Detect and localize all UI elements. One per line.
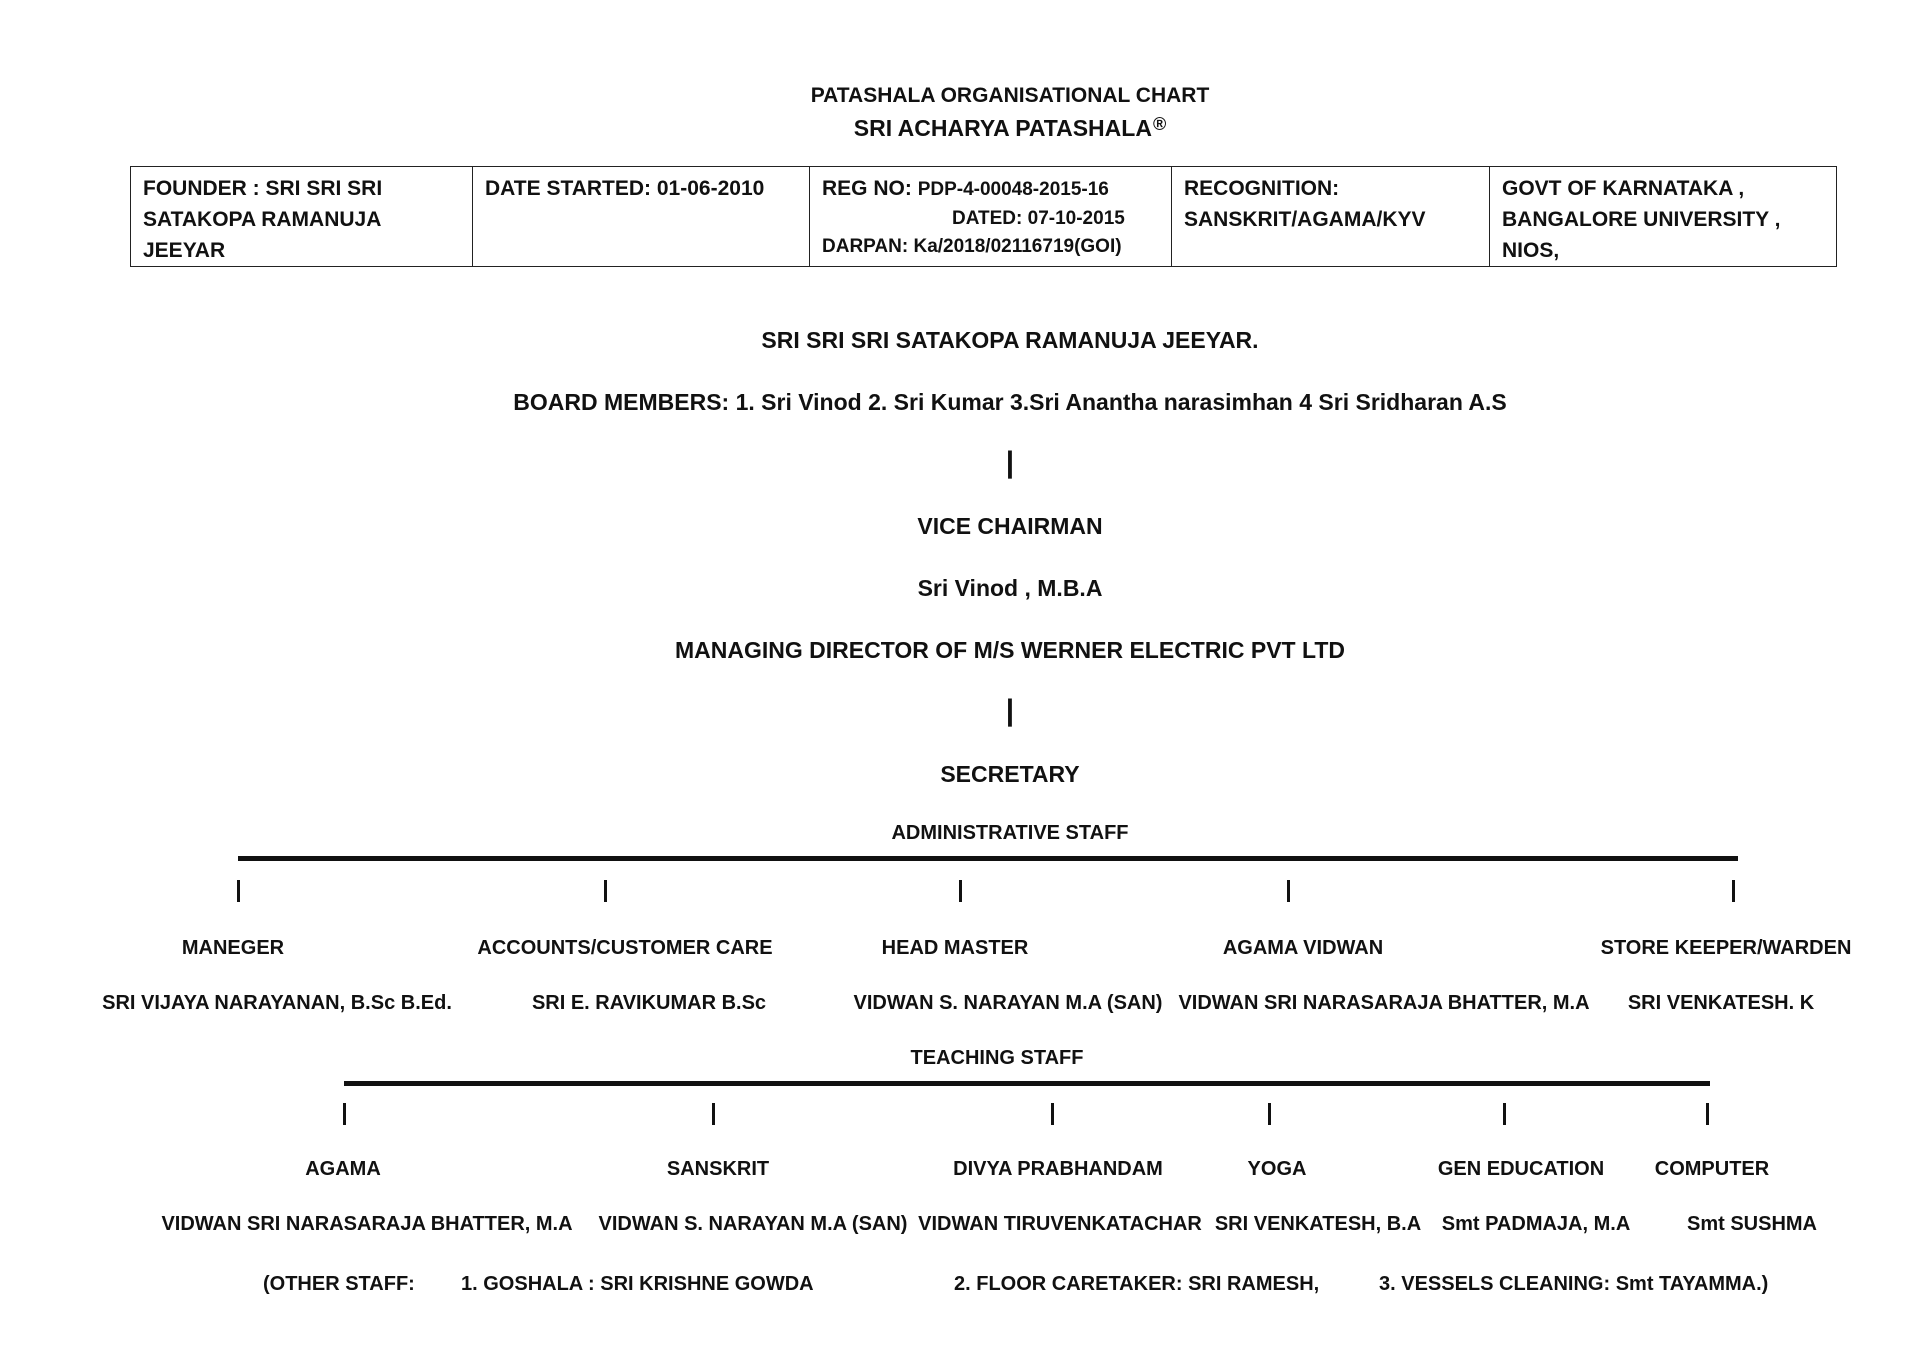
teaching-role: GEN EDUCATION (1437, 1158, 1605, 1180)
other-staff-item: 3. VESSELS CLEANING: Smt TAYAMMA.) (1379, 1273, 1769, 1295)
admin-role: AGAMA VIDWAN (1222, 937, 1384, 959)
admin-role: HEAD MASTER (881, 937, 1029, 959)
teaching-role: COMPUTER (1654, 1158, 1770, 1180)
teaching-tick (1268, 1103, 1271, 1125)
reg-dated: DATED: 07-10-2015 (952, 208, 1125, 229)
teaching-role: SANSKRIT (666, 1158, 770, 1180)
reg-no: PDP-4-00048-2015-16 (917, 179, 1109, 200)
admin-branch-line (238, 856, 1738, 861)
admin-tick (959, 880, 962, 902)
darpan: DARPAN: Ka/2018/02116719(GOI) (822, 236, 1122, 257)
connector-line: | (1005, 446, 1015, 479)
admin-role: ACCOUNTS/CUSTOMER CARE (477, 937, 773, 959)
teaching-role: DIVYA PRABHANDAM (953, 1158, 1163, 1180)
registration-cell (810, 167, 1172, 267)
admin-name: VIDWAN S. NARAYAN M.A (SAN) (853, 992, 1163, 1014)
date-started-cell (473, 167, 810, 267)
other-staff-item: 1. GOSHALA : SRI KRISHNE GOWDA (461, 1273, 814, 1295)
patashala-name-text: SRI ACHARYA PATASHALA (853, 115, 1152, 141)
info-table (130, 166, 1837, 267)
affiliation-line: BANGALORE UNIVERSITY , (1502, 208, 1781, 231)
affiliation-line: GOVT OF KARNATAKA , (1502, 177, 1745, 200)
founder-line: SATAKOPA RAMANUJA (143, 208, 382, 231)
admin-tick (604, 880, 607, 902)
vice-chairman-name: Sri Vinod , M.B.A (917, 575, 1103, 601)
recognition-line: SANSKRIT/AGAMA/KYV (1184, 208, 1426, 231)
admin-tick (237, 880, 240, 902)
reg-label: REG NO: (822, 177, 912, 200)
teaching-name: VIDWAN S. NARAYAN M.A (SAN) (598, 1213, 908, 1235)
date-started: DATE STARTED: 01-06-2010 (485, 177, 765, 200)
teaching-role: YOGA (1247, 1158, 1307, 1180)
teaching-name: Smt SUSHMA (1686, 1213, 1818, 1235)
admin-name: SRI VIJAYA NARAYANAN, B.Sc B.Ed. (102, 992, 452, 1014)
affiliation-cell (1490, 167, 1837, 267)
head-name: SRI SRI SRI SATAKOPA RAMANUJA JEEYAR. (761, 327, 1259, 353)
teaching-tick (1503, 1103, 1506, 1125)
teaching-role: AGAMA (305, 1158, 381, 1180)
teaching-name: VIDWAN TIRUVENKATACHAR (918, 1213, 1202, 1235)
teaching-tick (343, 1103, 346, 1125)
teaching-name: VIDWAN SRI NARASARAJA BHATTER, M.A (161, 1213, 573, 1235)
vice-chairman-title: VICE CHAIRMAN (917, 513, 1103, 539)
connector-line: | (1005, 694, 1015, 727)
admin-name: VIDWAN SRI NARASARAJA BHATTER, M.A (1178, 992, 1590, 1014)
administrative-staff-label: ADMINISTRATIVE STAFF (891, 822, 1129, 844)
founder-line: FOUNDER : SRI SRI SRI (143, 177, 383, 200)
admin-role: STORE KEEPER/WARDEN (1600, 937, 1852, 959)
admin-name: SRI VENKATESH. K (1627, 992, 1815, 1014)
reg-no-line (822, 173, 1159, 205)
teaching-name: SRI VENKATESH, B.A (1214, 1213, 1422, 1235)
teaching-tick (712, 1103, 715, 1125)
admin-role: MANEGER (181, 937, 285, 959)
patashala-name (0, 114, 1920, 142)
affiliation-line: NIOS, (1502, 239, 1560, 262)
teaching-name: Smt PADMAJA, M.A (1441, 1213, 1631, 1235)
teaching-tick (1706, 1103, 1709, 1125)
admin-tick (1287, 880, 1290, 902)
board-members: BOARD MEMBERS: 1. Sri Vinod 2. Sri Kumar 3.Sri Anantha narasimhan 4 Sri Sridharan A.S (513, 389, 1507, 415)
recognition-line: RECOGNITION: (1184, 177, 1340, 200)
admin-name: SRI E. RAVIKUMAR B.Sc (531, 992, 767, 1014)
founder-cell (131, 167, 473, 267)
teaching-branch-line (344, 1081, 1710, 1086)
teaching-staff-label: TEACHING STAFF (910, 1047, 1084, 1069)
recognition-cell (1172, 167, 1490, 267)
secretary-title: SECRETARY (940, 761, 1080, 787)
other-staff-item: 2. FLOOR CARETAKER: SRI RAMESH, (954, 1273, 1320, 1295)
admin-tick (1732, 880, 1735, 902)
vice-chairman-role: MANAGING DIRECTOR OF M/S WERNER ELECTRIC PVT LTD (675, 637, 1345, 663)
teaching-tick (1051, 1103, 1054, 1125)
other-staff-label: (OTHER STAFF: (263, 1273, 415, 1295)
founder-line: JEEYAR (143, 239, 226, 262)
chart-title: PATASHALA ORGANISATIONAL CHART (810, 84, 1210, 107)
registered-mark: ® (1152, 114, 1167, 134)
